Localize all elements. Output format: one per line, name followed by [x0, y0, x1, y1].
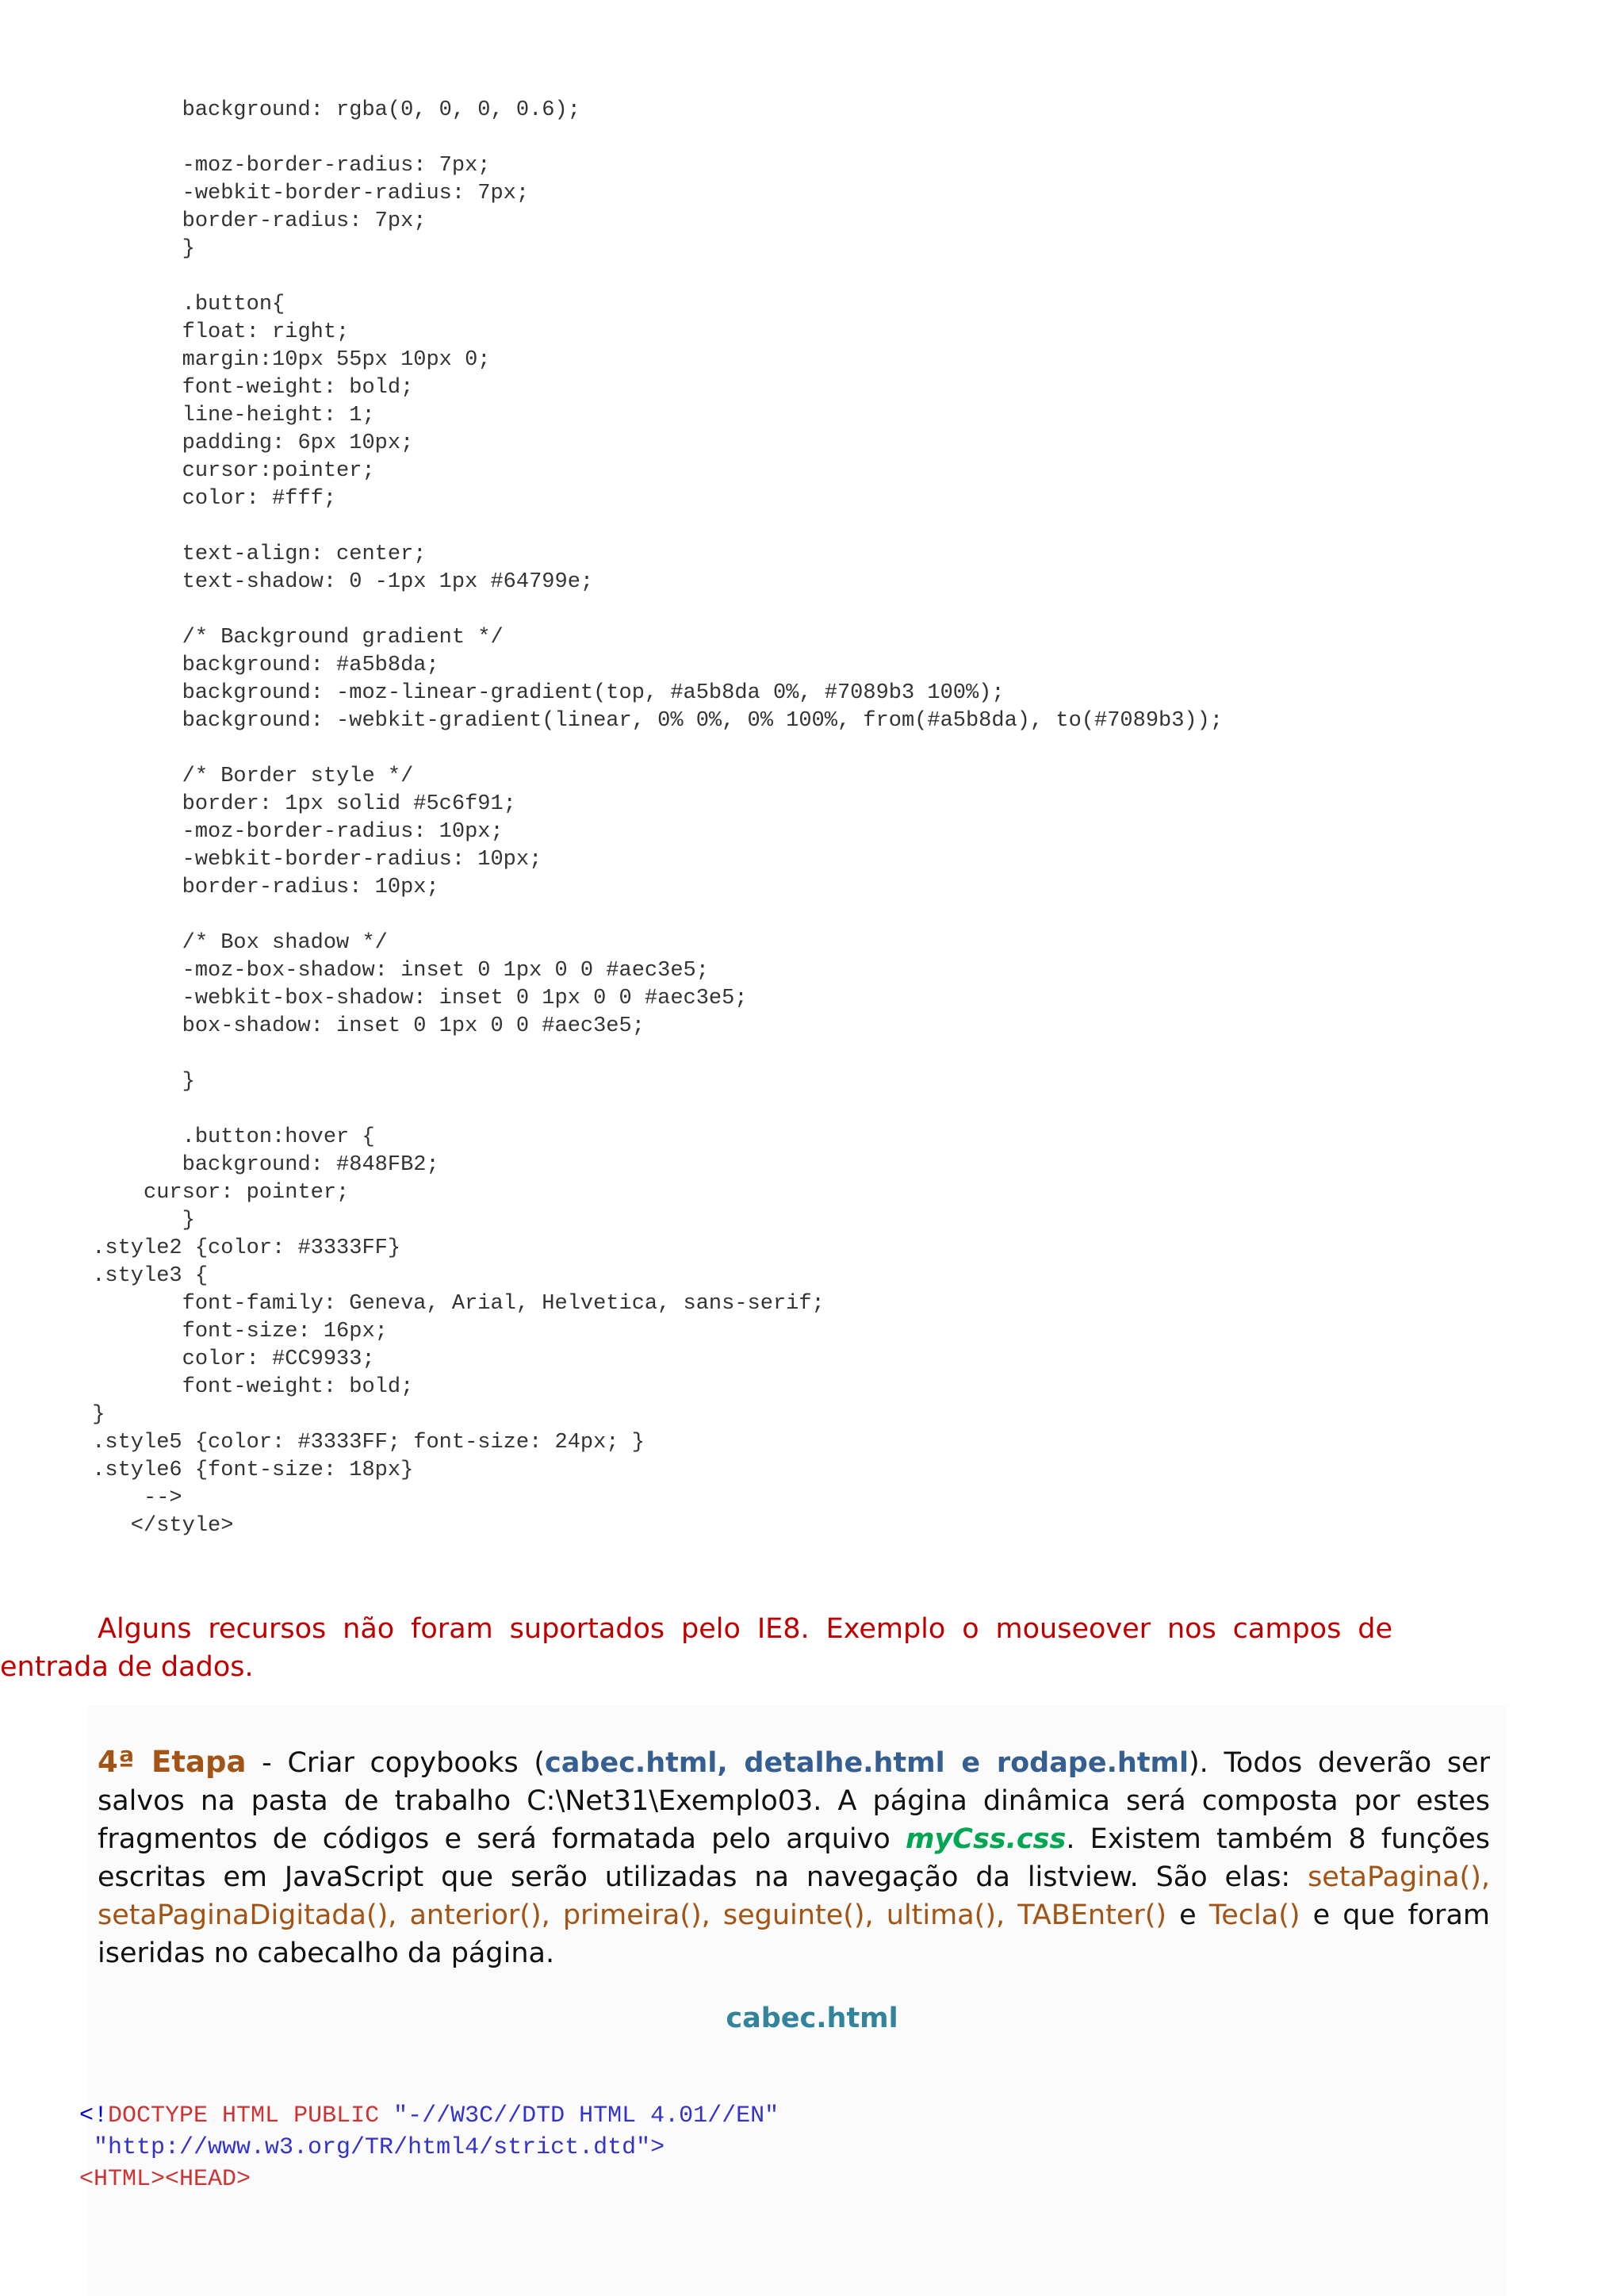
css-code-line: } [79, 1403, 105, 1427]
css-code-line: text-align: center; [79, 542, 427, 566]
css-code-line: -moz-box-shadow: inset 0 1px 0 0 #aec3e5; [79, 959, 709, 983]
css-code-line: line-height: 1; [79, 404, 375, 427]
etapa-title: 4ª Etapa [98, 1745, 247, 1779]
css-code-line: box-shadow: inset 0 1px 0 0 #aec3e5; [79, 1014, 645, 1038]
etapa-text-1: - Criar copybooks ( [246, 1747, 546, 1779]
css-code-line: float: right; [79, 320, 350, 344]
etapa-css-file: myCss.css [905, 1823, 1067, 1855]
css-code-line: /* Box shadow */ [79, 931, 388, 955]
etapa-text-3: . Existem também 8 funções escritas em JavaScript que serão utilizadas na navegação da listview. São elas: [98, 1823, 1490, 1893]
css-code-line: background: rgba(0, 0, 0, 0.6); [79, 98, 580, 122]
html-code-line: "http://www.w3.org/TR/html4/strict.dtd"> [79, 2134, 665, 2161]
etapa-tecla: Tecla() [1208, 1899, 1300, 1931]
css-code-line: font-weight: bold; [79, 1375, 414, 1399]
css-code-line: } [79, 1070, 195, 1094]
css-code-line: -webkit-border-radius: 10px; [79, 848, 542, 872]
css-code-line: color: #fff; [79, 487, 337, 511]
etapa-text-2: ). Todos deverão ser salvos na pasta de trabalho C:\Net31\Exemplo03. A página dinâmica será composta por estes fragmentos de códigos e será formatada pelo arquivo [98, 1747, 1490, 1855]
html-code-line [79, 2100, 779, 2132]
css-code-line: border-radius: 7px; [79, 209, 427, 233]
css-code-line: -webkit-border-radius: 7px; [79, 182, 530, 205]
css-code-line: cursor:pointer; [79, 459, 375, 483]
html-code-line: <HTML><HEAD> [79, 2166, 251, 2193]
etapa-paragraph [98, 1743, 1490, 1972]
html-code-lt: <! [79, 2102, 109, 2129]
css-code-line: .style6 {font-size: 18px} [79, 1458, 414, 1482]
cabec-heading: cabec.html [726, 2003, 898, 2034]
css-code-line: /* Background gradient */ [79, 626, 504, 650]
css-code-line: -moz-border-radius: 10px; [79, 820, 504, 844]
css-code-line: margin:10px 55px 10px 0; [79, 348, 491, 372]
css-code-line: cursor: pointer; [79, 1181, 350, 1205]
css-code-line: background: #848FB2; [79, 1153, 439, 1177]
css-code-line: } [79, 237, 195, 261]
ie8-note-text: Alguns recursos não foram suportados pelo IE8. Exemplo o mouseover nos campos de entrada de dados. [0, 1613, 1392, 1683]
css-code-line: } [79, 1209, 195, 1232]
html-code-doctype: DOCTYPE [108, 2102, 209, 2129]
css-code-line: font-size: 16px; [79, 1320, 388, 1343]
css-code-line: --> [79, 1486, 182, 1510]
css-code-line: text-shadow: 0 -1px 1px #64799e; [79, 570, 594, 594]
css-code-line: background: -moz-linear-gradient(top, #a5b8da 0%, #7089b3 100%); [79, 681, 1005, 705]
css-code-line: background: #a5b8da; [79, 654, 439, 677]
etapa-files: cabec.html, detalhe.html e rodape.html [545, 1747, 1189, 1779]
css-code-line: .style3 { [79, 1264, 209, 1288]
css-code-line: padding: 6px 10px; [79, 431, 414, 455]
ie8-note [0, 1610, 1490, 1686]
etapa-text-5: e que foram iseridas no cabecalho da página. [98, 1899, 1490, 1969]
css-code-line: -webkit-box-shadow: inset 0 1px 0 0 #aec3e5; [79, 987, 748, 1010]
css-code-line: color: #CC9933; [79, 1347, 375, 1371]
css-code-line: -moz-border-radius: 7px; [79, 154, 491, 178]
css-code-line: /* Border style */ [79, 765, 414, 788]
css-code-line: font-weight: bold; [79, 376, 414, 400]
css-code-line: .button{ [79, 293, 285, 316]
css-code-line: </style> [79, 1514, 234, 1538]
html-code-dtd-string: "-//W3C//DTD HTML 4.01//EN" [393, 2102, 779, 2129]
css-code-line: .button:hover { [79, 1125, 375, 1149]
css-code-line: .style5 {color: #3333FF; font-size: 24px; } [79, 1431, 645, 1455]
html-code-html-public: HTML PUBLIC [208, 2102, 394, 2129]
css-code-line: font-family: Geneva, Arial, Helvetica, sans-serif; [79, 1292, 825, 1316]
css-code-line: .style2 {color: #3333FF} [79, 1236, 401, 1260]
css-code-line: border: 1px solid #5c6f91; [79, 792, 516, 816]
etapa-functions: setaPagina(), setaPaginaDigitada(), anterior(), primeira(), seguinte(), ultima(), TABEnter() [98, 1861, 1490, 1931]
css-code-line: background: -webkit-gradient(linear, 0% 0%, 0% 100%, from(#a5b8da), to(#7089b3)); [79, 709, 1224, 733]
css-code-line: border-radius: 10px; [79, 876, 439, 899]
etapa-text-4: e [1166, 1899, 1209, 1931]
